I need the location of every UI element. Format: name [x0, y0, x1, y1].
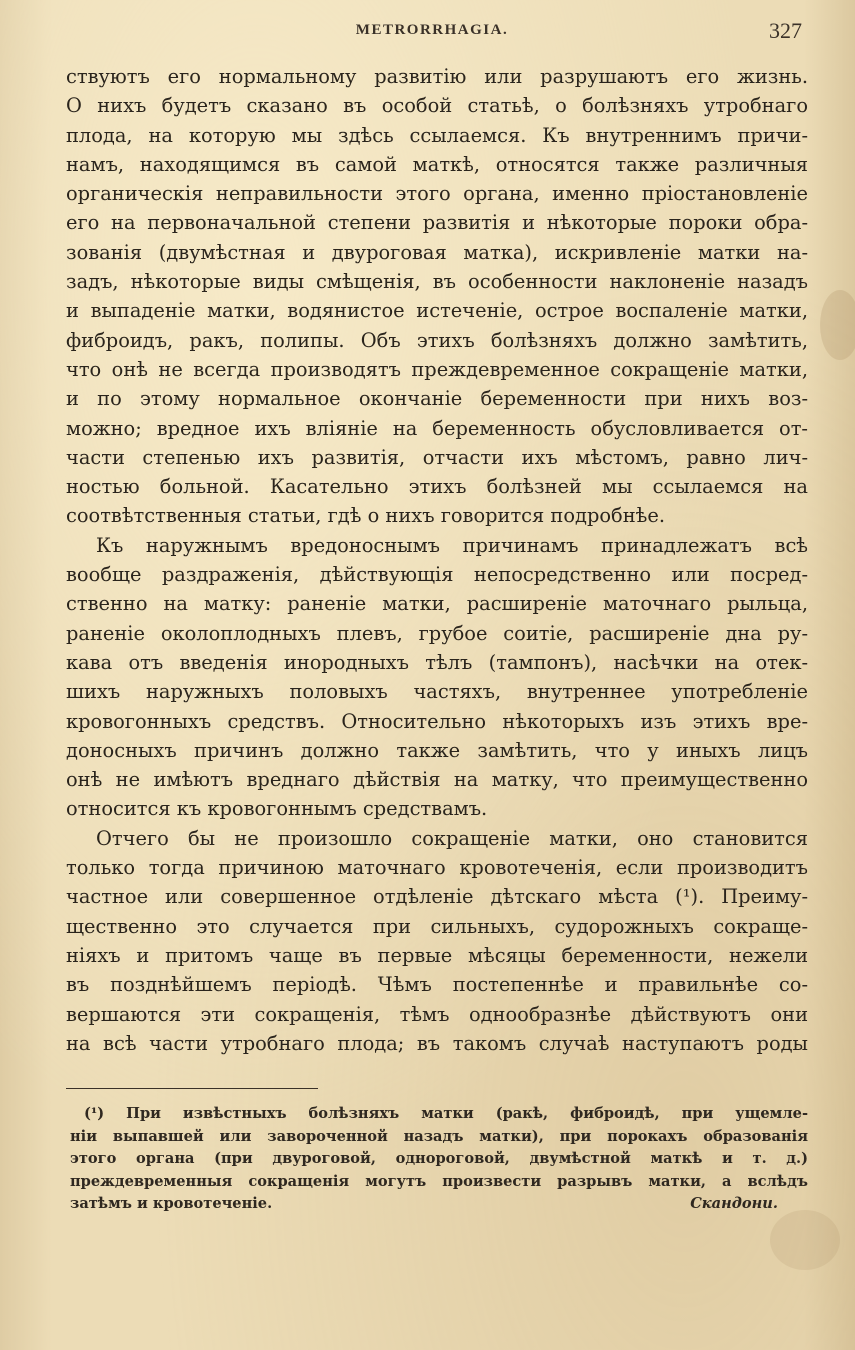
text-line: кровогонныхъ средствъ. Относительно нѣкоторыхъ изъ этихъ вре-: [66, 709, 808, 733]
text-line: Отчего бы не произошло сокращеніе матки, оно становится: [96, 826, 808, 850]
text-line: части степенью ихъ развитія, отчасти ихъ мѣстомъ, равно лич-: [66, 445, 808, 469]
text-line: ственно на матку: раненіе матки, расширеніе маточнаго рыльца,: [66, 592, 808, 616]
footnote-last-line: [70, 1193, 808, 1216]
text-line: ностью больной. Касательно этихъ болѣзней мы ссылаемся на: [66, 475, 808, 499]
footnote-line: этого органа (при двуроговой, однороговой, двумѣстной маткѣ и т. д.): [70, 1150, 808, 1167]
text-line: его на первоначальной степени развитія и нѣкоторые пороки обра-: [66, 211, 808, 235]
footnote-line: ніи выпавшей или завороченной назадъ матки), при порокахъ образованія: [70, 1127, 808, 1145]
footnote-line: (¹) При извѣстныхъ болѣзняхъ матки (ракѣ, фиброидѣ, при ущемле-: [84, 1105, 808, 1122]
text-line: вершаются эти сокращенія, тѣмъ однообразнѣе дѣйствуютъ они: [66, 1002, 808, 1026]
text-line: ствуютъ его нормальному развитію или разрушаютъ его жизнь.: [66, 65, 808, 88]
paper-stain: [770, 1210, 840, 1270]
text-line: можно; вредное ихъ вліяніе на беременность обусловливается от-: [66, 416, 808, 440]
text-line: раненіе околоплодныхъ плевъ, грубое соитіе, расширеніе дна ру-: [66, 621, 808, 645]
text-line: относится къ кровогоннымъ средствамъ.: [66, 797, 488, 821]
text-line: намъ, находящимся въ самой маткѣ, относятся также различныя: [66, 152, 808, 176]
text-line: что онѣ не всегда производятъ преждевременное сокращеніе матки,: [66, 357, 808, 381]
text-line: ніяхъ и притомъ чаще въ первые мѣсяцы беременности, нежели: [66, 943, 808, 967]
text-line: щественно это случается при сильныхъ, судорожныхъ сокраще-: [66, 914, 808, 938]
footnote: [70, 1103, 808, 1216]
text-line: вообще раздраженія, дѣйствующія непосредственно или посред-: [66, 563, 808, 587]
main-text: [66, 62, 808, 1058]
text-line: фиброидъ, ракъ, полипы. Объ этихъ болѣзняхъ должно замѣтить,: [66, 328, 808, 352]
text-line: доносныхъ причинъ должно также замѣтить, что у иныхъ лицъ: [66, 738, 808, 762]
text-line: и по этому нормальное окончаніе беременности при нихъ воз-: [66, 387, 808, 411]
text-line: въ позднѣйшемъ періодѣ. Чѣмъ постепеннѣе и правильнѣе со-: [66, 973, 808, 997]
text-line: соотвѣтственныя статьи, гдѣ о нихъ говорится подробнѣе.: [66, 504, 665, 528]
page-number: 327: [769, 18, 802, 43]
footnote-divider: [66, 1088, 318, 1089]
text-line: частное или совершенное отдѣленіе дѣтскаго мѣста (¹). Преиму-: [66, 885, 808, 909]
text-line: зованія (двумѣстная и двуроговая матка), искривленіе матки на-: [66, 240, 808, 264]
text-line: на всѣ части утробнаго плода; въ такомъ случаѣ наступаютъ роды: [66, 1031, 808, 1055]
text-line: шихъ наружныхъ половыхъ частяхъ, внутреннее употребленіе: [66, 680, 808, 704]
text-line: онѣ не имѣютъ вреднаго дѣйствія на матку, что преимущественно: [66, 768, 808, 792]
text-line: органическія неправильности этого органа, именно пріостановленіе: [66, 182, 808, 206]
text-line: О нихъ будетъ сказано въ особой статьѣ, о болѣзняхъ утробнаго: [66, 94, 808, 118]
footnote-line: преждевременныя сокращенія могутъ произвести разрывъ матки, а вслѣдъ: [70, 1172, 808, 1190]
running-title: METRORRHAGIA.: [355, 22, 509, 38]
text-line: задъ, нѣкоторые виды смѣщенія, въ особенности наклоненіе назадъ: [66, 270, 808, 294]
running-header: [62, 18, 802, 44]
footnote-signature: Скандони.: [690, 1195, 778, 1212]
text-line: кава отъ введенія инородныхъ тѣлъ (тампонъ), насѣчки на отек-: [66, 650, 808, 674]
paper-stain: [820, 290, 855, 360]
text-line: Къ наружнымъ вредоноснымъ причинамъ принадлежатъ всѣ: [96, 533, 808, 557]
text-line: и выпаденіе матки, водянистое истеченіе, острое воспаленіе матки,: [66, 299, 808, 323]
footnote-line: затѣмъ и кровотеченіе.: [70, 1195, 273, 1212]
text-line: только тогда причиною маточнаго кровотеченія, если производитъ: [66, 856, 808, 880]
text-line: плода, на которую мы здѣсь ссылаемся. Къ внутреннимъ причи-: [66, 123, 808, 147]
